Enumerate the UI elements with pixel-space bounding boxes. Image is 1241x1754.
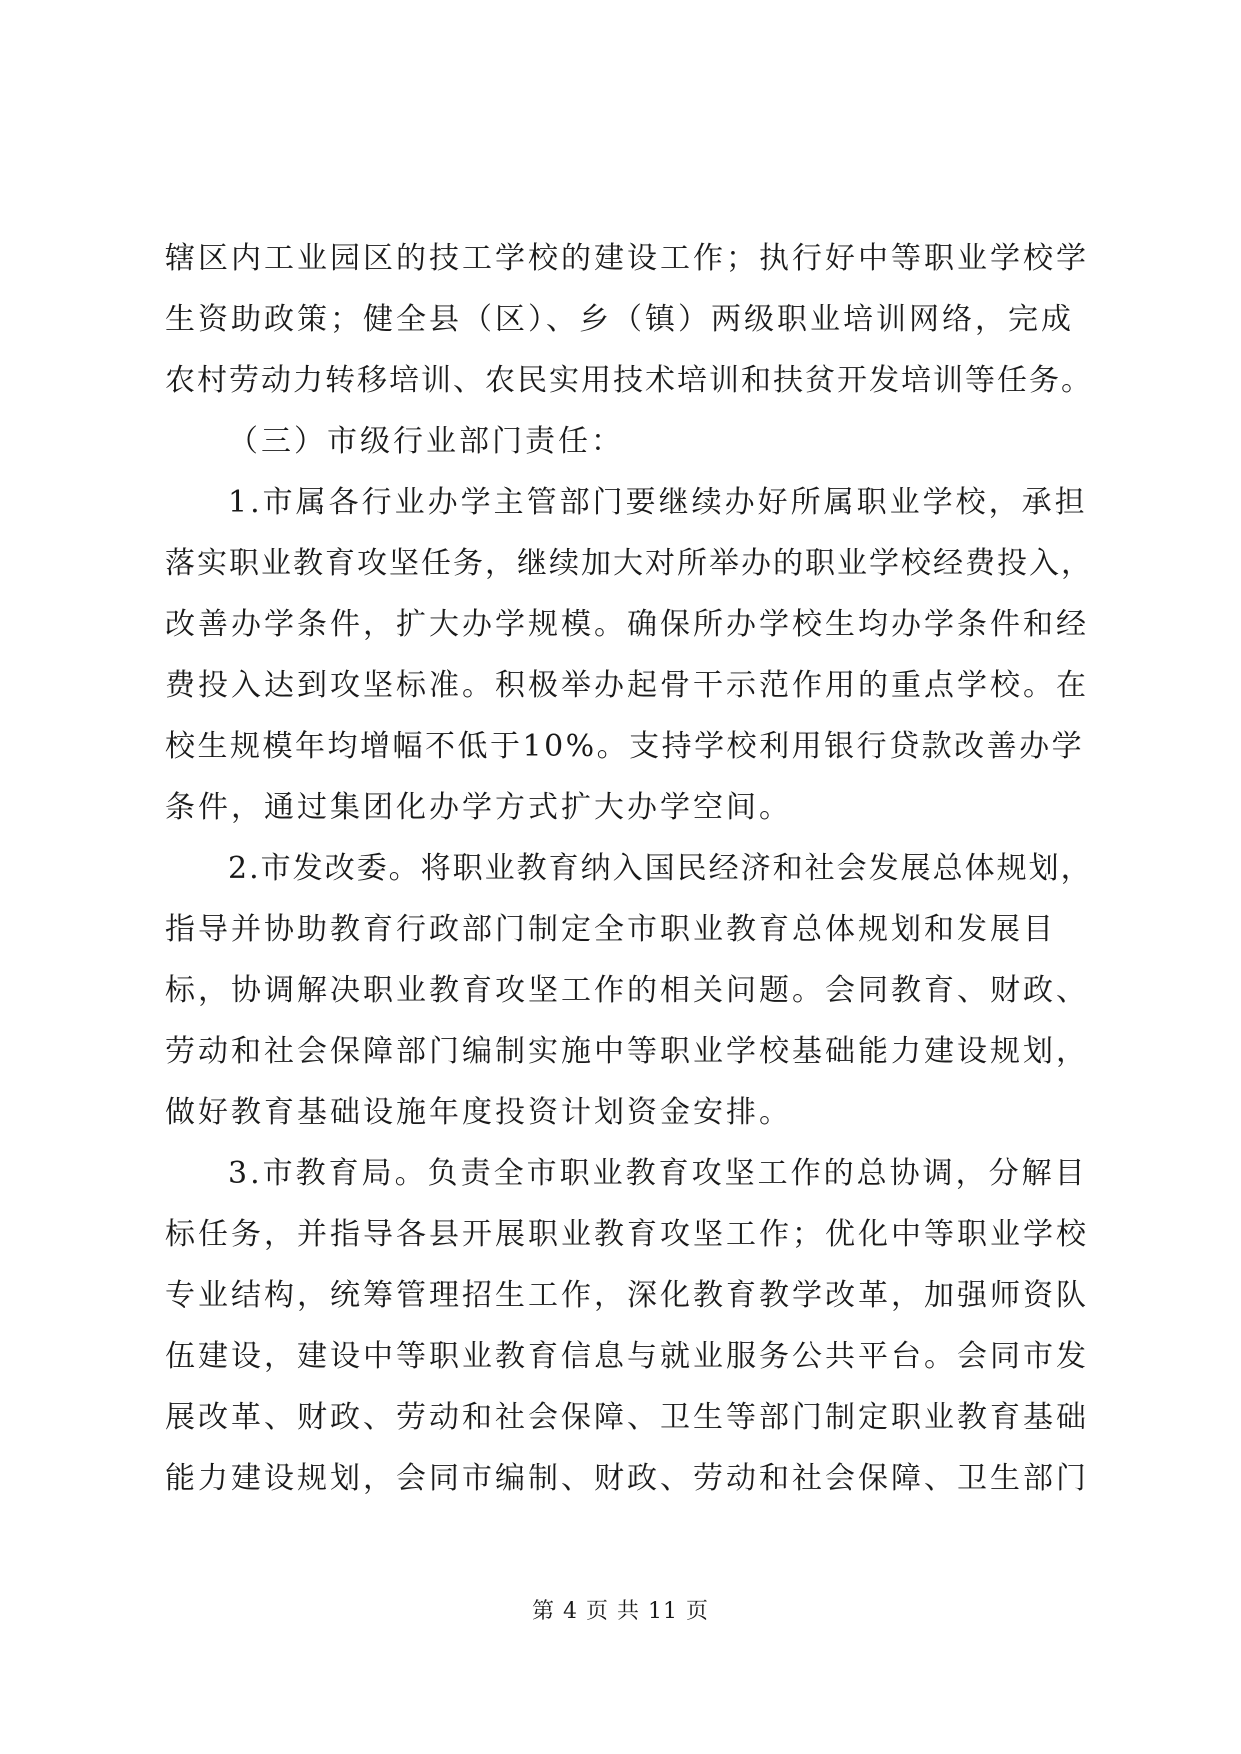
text-line: 1.市属各行业办学主管部门要继续办好所属职业学校，承担 <box>228 485 1088 520</box>
text-line: 生资助政策；健全县（区）、乡（镇）两级职业培训网络，完成 <box>165 302 1074 337</box>
text-line: 标，协调解决职业教育攻坚工作的相关问题。会同教育、财政、 <box>165 973 1089 1008</box>
text-line: 2.市发改委。将职业教育纳入国民经济和社会发展总体规划， <box>228 851 1093 886</box>
document-body <box>165 228 1095 1509</box>
text-line: 指导并协助教育行政部门制定全市职业教育总体规划和发展目 <box>165 912 1056 947</box>
text-line: 农村劳动力转移培训、农民实用技术培训和扶贫开发培训等任务。 <box>165 363 1093 398</box>
text-line: 改善办学条件，扩大办学规模。确保所办学校生均办学条件和经 <box>165 607 1089 642</box>
text-line: 辖区内工业园区的技工学校的建设工作；执行好中等职业学校学 <box>165 241 1089 276</box>
text-line: 费投入达到攻坚标准。积极举办起骨干示范作用的重点学校。在 <box>165 668 1089 703</box>
text-line: 落实职业教育攻坚任务，继续加大对所举办的职业学校经费投入， <box>165 546 1093 581</box>
text-line: 标任务，并指导各县开展职业教育攻坚工作；优化中等职业学校 <box>165 1217 1089 1252</box>
text-line: 劳动和社会保障部门编制实施中等职业学校基础能力建设规划， <box>165 1034 1089 1069</box>
text-line: 伍建设，建设中等职业教育信息与就业服务公共平台。会同市发 <box>165 1339 1089 1374</box>
text-line: 校生规模年均增幅不低于10%。支持学校利用银行贷款改善办学 <box>165 729 1085 764</box>
text-line: 3.市教育局。负责全市职业教育攻坚工作的总协调，分解目 <box>228 1156 1088 1191</box>
page-number-footer: 第 4 页 共 11 页 <box>532 1599 709 1624</box>
text-line: 能力建设规划，会同市编制、财政、劳动和社会保障、卫生部门 <box>165 1461 1089 1496</box>
section-heading: （三）市级行业部门责任： <box>228 424 624 459</box>
text-line: 条件，通过集团化办学方式扩大办学空间。 <box>165 790 792 825</box>
text-line: 做好教育基础设施年度投资计划资金安排。 <box>165 1095 792 1130</box>
text-line: 展改革、财政、劳动和社会保障、卫生等部门制定职业教育基础 <box>165 1400 1089 1435</box>
text-line: 专业结构，统筹管理招生工作，深化教育教学改革，加强师资队 <box>165 1278 1089 1313</box>
